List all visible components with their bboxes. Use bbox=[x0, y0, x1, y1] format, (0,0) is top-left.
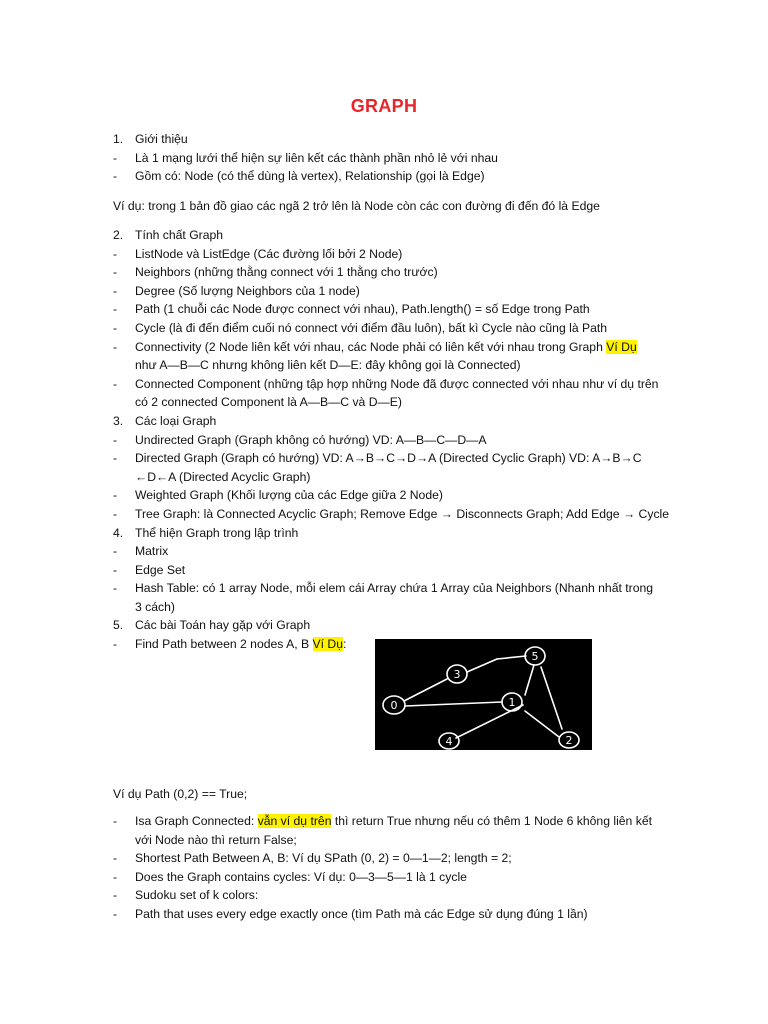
list-item: - ListNode và ListEdge (Các đường lối bởi 2 Node) bbox=[113, 245, 688, 264]
bullet-dash: - bbox=[113, 283, 118, 298]
bullet-dash: - bbox=[113, 906, 118, 921]
list-number: 3. bbox=[113, 413, 124, 428]
bullet-dash: - bbox=[113, 432, 118, 447]
section-properties bbox=[113, 226, 688, 654]
list-item: - Gồm có: Node (có thể dùng là vertex), Relationship (gọi là Edge) bbox=[113, 167, 688, 186]
list-item-continuation: có 2 connected Component là A—B—C và D—E) bbox=[135, 395, 402, 410]
list-item: - Edge Set bbox=[113, 561, 688, 580]
section-intro bbox=[113, 130, 688, 186]
example-paragraph: Ví dụ: trong 1 bản đồ giao các ngã 2 trở lên là Node còn các con đường đi đến đó là Edge bbox=[113, 199, 600, 213]
graph-edge bbox=[525, 665, 534, 695]
bullet-dash: - bbox=[113, 506, 118, 521]
list-item-continuation: với Node nào thì return False; bbox=[135, 832, 297, 847]
list-item: - Path (1 chuỗi các Node được connect với nhau), Path.length() = số Edge trong Path bbox=[113, 300, 688, 319]
list-item: - Degree (Số lượng Neighbors của 1 node) bbox=[113, 282, 688, 301]
list-number: 4. bbox=[113, 525, 124, 540]
graph-node-label: 3 bbox=[453, 668, 461, 681]
list-item: - Neighbors (những thằng connect với 1 thằng cho trước) bbox=[113, 263, 688, 282]
bullet-dash: - bbox=[113, 544, 118, 559]
list-item: - Sudoku set of k colors: bbox=[113, 886, 688, 905]
bullet-dash: - bbox=[113, 376, 118, 391]
section-heading: 2. Tính chất Graph bbox=[113, 226, 688, 245]
graph-edge bbox=[525, 711, 559, 737]
highlighted-text: Ví Dụ bbox=[606, 339, 637, 354]
section-heading: 5. Các bài Toán hay gặp với Graph bbox=[113, 616, 688, 635]
list-item-continuation: ←D←A (Directed Acyclic Graph) bbox=[135, 469, 311, 484]
list-item: - Does the Graph contains cycles: Ví dụ: 0—3—5—1 là 1 cycle bbox=[113, 868, 688, 887]
bullet-dash: - bbox=[113, 869, 118, 884]
bullet-dash: - bbox=[113, 150, 118, 165]
bullet-dash: - bbox=[113, 302, 118, 317]
graph-node-label: 4 bbox=[445, 735, 453, 748]
example-paragraph: Ví dụ Path (0,2) == True; bbox=[113, 787, 248, 801]
problems-list bbox=[113, 812, 688, 924]
graph-edge bbox=[404, 679, 447, 701]
list-item: - Tree Graph: là Connected Acyclic Graph; Remove Edge → Disconnects Graph; Add Edge → Cycle bbox=[113, 505, 688, 524]
graph-edge bbox=[456, 705, 523, 738]
bullet-dash: - bbox=[113, 814, 118, 828]
bullet-dash: - bbox=[113, 451, 118, 466]
list-item-continuation: như A—B—C nhưng không liên kết D—E: đây không gọi là Connected) bbox=[135, 358, 521, 373]
bullet-dash: - bbox=[113, 246, 118, 261]
list-item: - Matrix bbox=[113, 542, 688, 561]
section-heading: 3. Các loại Graph bbox=[113, 412, 688, 431]
bullet-dash: - bbox=[113, 562, 118, 577]
bullet-dash: - bbox=[113, 637, 118, 652]
graph-edge bbox=[497, 656, 526, 659]
section-heading: 1. Giới thiệu bbox=[113, 130, 688, 149]
graph-node-label: 2 bbox=[565, 734, 573, 747]
list-number: 1. bbox=[113, 132, 124, 146]
list-number: 5. bbox=[113, 618, 124, 633]
graph-edge bbox=[467, 659, 497, 672]
bullet-dash: - bbox=[113, 320, 118, 335]
highlighted-text: Ví Dụ bbox=[312, 637, 343, 652]
bullet-dash: - bbox=[113, 169, 118, 184]
graph-edge bbox=[405, 702, 502, 706]
list-item: - Isa Graph Connected: vẫn ví dụ trên thì return True nhưng nếu có thêm 1 Node 6 không liên kết bbox=[113, 812, 688, 831]
section-heading: 4. Thể hiện Graph trong lập trình bbox=[113, 524, 688, 543]
list-item: - Undirected Graph (Graph không có hướng) VD: A—B—C—D—A bbox=[113, 431, 688, 450]
page-title: GRAPH bbox=[350, 96, 418, 116]
bullet-dash: - bbox=[113, 265, 118, 280]
list-item: - Shortest Path Between A, B: Ví dụ SPath (0, 2) = 0—1—2; length = 2; bbox=[113, 849, 688, 868]
bullet-dash: - bbox=[113, 339, 118, 354]
list-item: - Hash Table: có 1 array Node, mỗi elem cái Array chứa 1 Array của Neighbors (Nhanh nhất trong bbox=[113, 579, 688, 598]
highlighted-text: vẫn ví dụ trên bbox=[257, 814, 332, 828]
list-number: 2. bbox=[113, 228, 124, 242]
graph-example-image bbox=[375, 639, 592, 750]
list-item: - Weighted Graph (Khối lượng của các Edge giữa 2 Node) bbox=[113, 486, 688, 505]
graph-node-label: 1 bbox=[508, 696, 516, 709]
list-item: - Find Path between 2 nodes A, B Ví Dụ: bbox=[113, 635, 688, 654]
graph-edge bbox=[541, 667, 562, 729]
bullet-dash: - bbox=[113, 488, 118, 503]
bullet-dash: - bbox=[113, 581, 118, 596]
graph-drawing bbox=[375, 639, 592, 750]
list-item: - Connectivity (2 Node liên kết với nhau, các Node phải có liên kết với nhau trong Graph Ví Dụ bbox=[113, 338, 688, 357]
list-item: - Connected Component (những tập hợp những Node đã được connected với nhau như ví dụ trên bbox=[113, 375, 688, 394]
list-item: - Directed Graph (Graph có hướng) VD: A→B→C→D→A (Directed Cyclic Graph) VD: A→B→C bbox=[113, 449, 688, 468]
bullet-dash: - bbox=[113, 888, 118, 903]
graph-node-label: 5 bbox=[531, 650, 539, 663]
list-item: - Path that uses every edge exactly once (tìm Path mà các Edge sử dụng đúng 1 lần) bbox=[113, 905, 688, 924]
list-item: - Cycle (là đi đến điểm cuối nó connect với điểm đầu luôn), bất kì Cycle nào cũng là Path bbox=[113, 319, 688, 338]
graph-node-label: 0 bbox=[390, 699, 398, 712]
bullet-dash: - bbox=[113, 851, 118, 866]
list-item: - Là 1 mạng lưới thể hiện sự liên kết các thành phần nhỏ lẻ với nhau bbox=[113, 149, 688, 168]
list-item-continuation: 3 cách) bbox=[135, 599, 175, 614]
